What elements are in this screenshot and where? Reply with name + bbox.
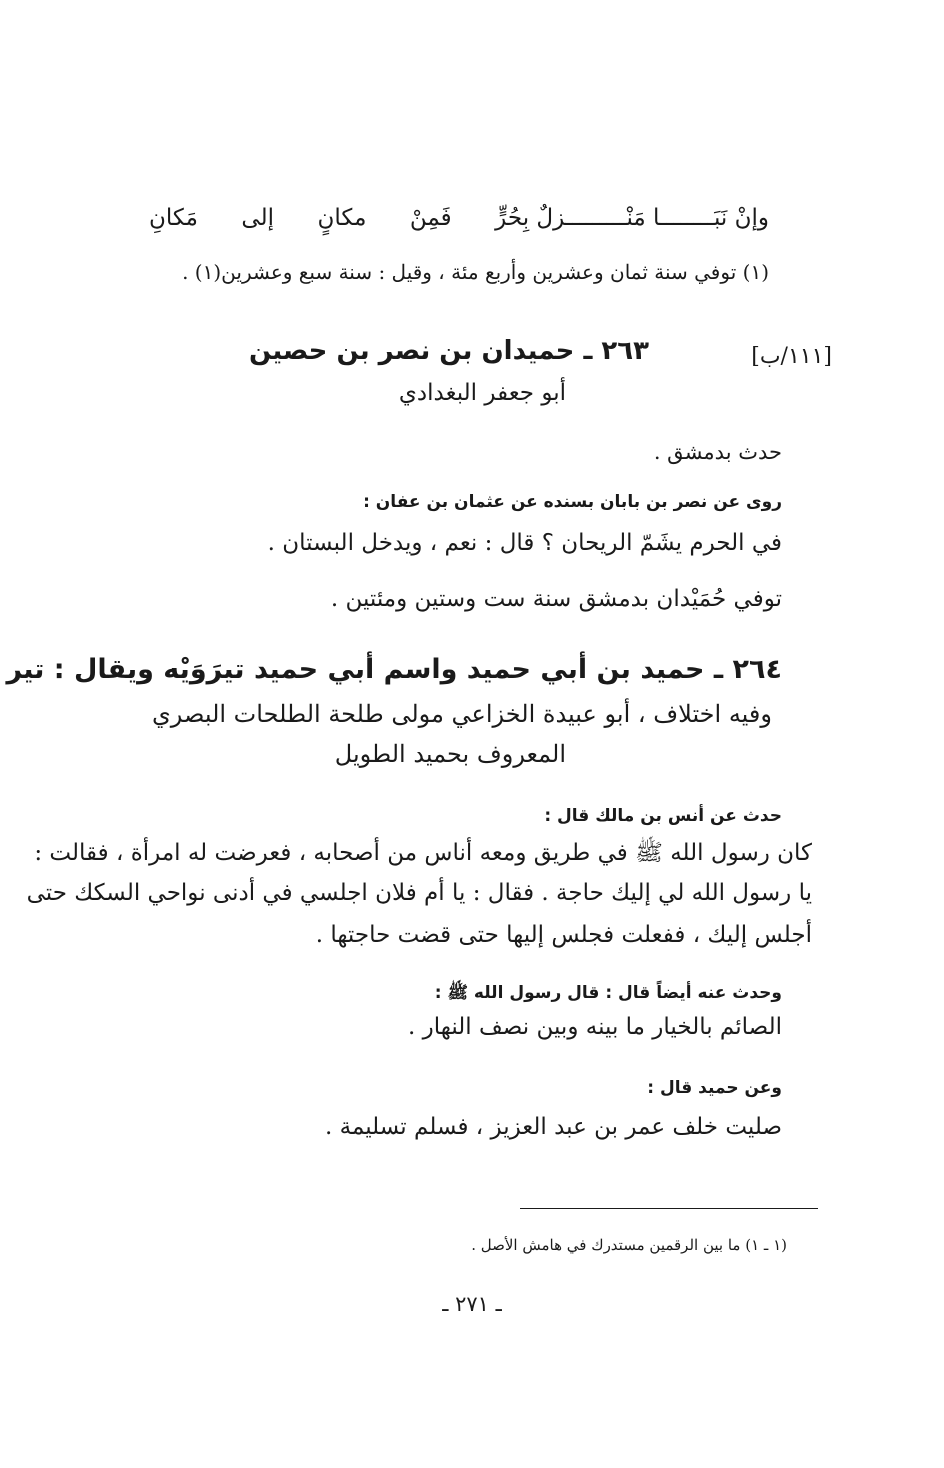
folio-marker: [١١١/ب] — [751, 344, 832, 369]
entry-isnad: روى عن نصر بن بابان بسنده عن عثمان بن عفان : — [363, 492, 782, 512]
entry-isnad: وعن حميد قال : — [647, 1078, 782, 1098]
entry-paragraph: حدث بدمشق . — [653, 440, 782, 464]
entry-subtitle: وفيه اختلاف ، أبو عبيدة الخزاعي مولى طلحة الطلحات البصري — [151, 700, 772, 728]
verse-line — [149, 198, 769, 238]
entry-paragraph: يا رسول الله لي إليك حاجة . فقال : يا أم فلان اجلسي في أدنى نواحي السكك حتى — [26, 880, 812, 906]
entry-paragraph: أجلس إليك ، ففعلت فجلس إليها حتى قضت حاجتها . — [315, 922, 812, 948]
entry-paragraph: الصائم بالخيار ما بينه وبين نصف النهار . — [408, 1014, 782, 1040]
footnote: (١ ـ ١) ما بين الرقمين مستدرك في هامش الأصل . — [471, 1236, 787, 1254]
page-number: ـ ٢٧١ ـ — [442, 1292, 502, 1316]
entry-isnad: حدث عن أنس بن مالك قال : — [544, 806, 782, 826]
verse-note: (١) توفي سنة ثمان وعشرين وأربع مئة ، وقيل : سنة سبع وعشرين(١) . — [182, 260, 769, 284]
entry-title: ٢٦٤ ـ حميد بن أبي حميد واسم أبي حميد تيرَوَيْه ويقال : تير — [6, 654, 782, 685]
verse-word: فَمِنْ — [409, 205, 452, 231]
entry-paragraph: صليت خلف عمر بن عبد العزيز ، فسلم تسليمة . — [324, 1114, 782, 1140]
verse-word: مَكانِ — [149, 205, 198, 231]
verse-word: وإنْ نَبَــــــــا مَنْـــــــــزلٌ بِحُرٍّ — [495, 205, 769, 231]
entry-paragraph: توفي حُمَيْدان بدمشق سنة ست وستين ومئتين . — [330, 586, 782, 612]
verse-word: مكانٍ — [317, 205, 367, 231]
verse-word: إلى — [241, 205, 274, 231]
entry-kunya: أبو جعفر البغدادي — [398, 380, 566, 406]
entry-paragraph: كان رسول الله ﷺ في طريق ومعه أناس من أصحابه ، فعرضت له امرأة ، فقالت : — [34, 840, 812, 866]
entry-paragraph: في الحرم يشَمّ الريحان ؟ قال : نعم ، ويدخل البستان . — [267, 530, 782, 556]
entry-subtitle: المعروف بحميد الطويل — [334, 740, 566, 768]
entry-isnad: وحدث عنه أيضاً قال : قال رسول الله ﷺ : — [434, 983, 782, 1003]
footnote-divider — [520, 1208, 818, 1209]
entry-title: ٢٦٣ ـ حميدان بن نصر بن حصين — [249, 336, 649, 366]
